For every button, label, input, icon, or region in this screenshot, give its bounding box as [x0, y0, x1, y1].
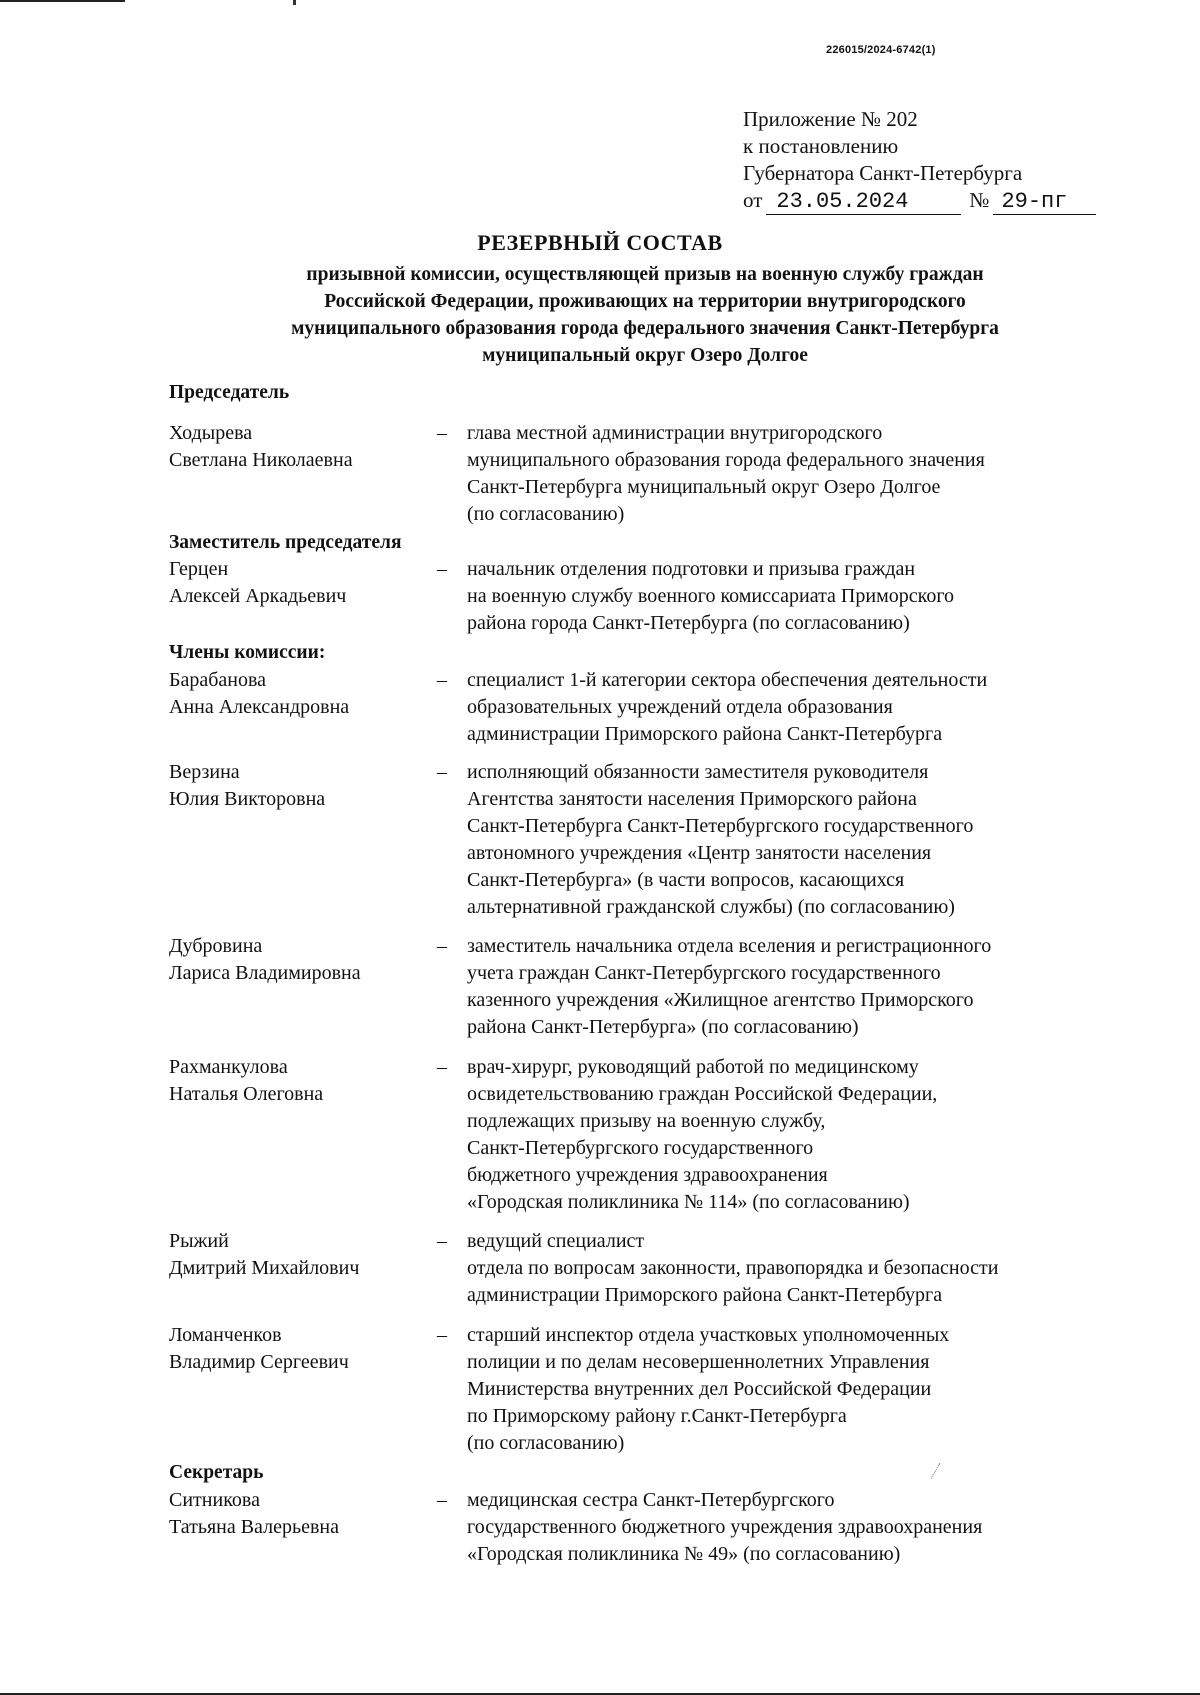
person-position [467, 420, 1117, 528]
scan-artifact-mark [931, 1463, 942, 1480]
person-given-names: Наталья Олеговна [169, 1083, 324, 1105]
person-surname: Ломанченков [169, 1324, 282, 1346]
person-name [169, 1487, 339, 1541]
person-name [169, 667, 349, 721]
person-position [467, 1487, 1117, 1568]
person-position [467, 1054, 1117, 1216]
position-line: подлежащих призыву на военную службу, [467, 1110, 826, 1132]
subtitle-line: муниципального образования города федерального значения Санкт-Петербурга [291, 318, 999, 339]
dash-separator: – [437, 558, 447, 580]
person-given-names: Алексей Аркадьевич [169, 585, 347, 607]
dash-separator: – [437, 1324, 447, 1346]
subtitle-line: Российской Федерации, проживающих на территории внутригородского [324, 291, 966, 312]
document-subtitle [180, 261, 1110, 369]
position-line: государственного бюджетного учреждения здравоохранения [467, 1516, 983, 1538]
person-surname: Дубровина [169, 935, 263, 957]
appendix-line-3: Губернатора Санкт-Петербурга [743, 161, 1023, 185]
position-line: автономного учреждения «Центр занятости населения [467, 842, 932, 864]
position-line: глава местной администрации внутригородского [467, 422, 883, 444]
subtitle-line: муниципальный округ Озеро Долгое [482, 345, 808, 366]
person-position [467, 667, 1117, 748]
position-line: (по согласованию) [467, 1432, 625, 1454]
person-name [169, 1322, 349, 1376]
person-name [169, 933, 361, 987]
position-line: бюджетного учреждения здравоохранения [467, 1164, 828, 1186]
position-line: отдела по вопросам законности, правопорядка и безопасности [467, 1257, 999, 1279]
dash-separator: – [437, 669, 447, 691]
section-heading-deputy: Заместитель председателя [169, 532, 402, 553]
position-line: администрации Приморского района Санкт-Петербурга [467, 1284, 943, 1306]
position-line: района Санкт-Петербурга» (по согласованию) [467, 1016, 859, 1038]
person-position [467, 933, 1117, 1041]
person-given-names: Анна Александровна [169, 696, 350, 718]
position-line: учета граждан Санкт-Петербургского государственного [467, 962, 941, 984]
number-sign: № [969, 188, 990, 212]
person-surname: Ходырева [169, 422, 253, 444]
person-given-names: Лариса Владимировна [169, 962, 361, 984]
person-given-names: Юлия Викторовна [169, 788, 326, 810]
position-line: альтернативной гражданской службы) (по согласованию) [467, 896, 955, 918]
position-line: Санкт-Петербурга муниципальный округ Озеро Долгое [467, 476, 941, 498]
position-line: ведущий специалист [467, 1230, 645, 1252]
document-title: РЕЗЕРВНЫЙ СОСТАВ [477, 230, 723, 255]
position-line: по Приморскому району г.Санкт-Петербурга [467, 1405, 847, 1427]
appendix-dateline [743, 187, 1096, 215]
position-line: Санкт-Петербурга Санкт-Петербургского государственного [467, 815, 974, 837]
dash-separator: – [437, 422, 447, 444]
appendix-line-2: к постановлению [743, 134, 899, 158]
dash-separator: – [437, 1489, 447, 1511]
person-position [467, 1228, 1117, 1309]
person-surname: Герцен [169, 558, 229, 580]
position-line: (по согласованию) [467, 503, 625, 525]
scan-edge-tick [293, 0, 296, 5]
person-surname: Верзина [169, 761, 240, 783]
scan-edge-line [0, 0, 125, 2]
position-line: старший инспектор отдела участковых уполномоченных [467, 1324, 950, 1346]
decree-number: 29-пг [993, 190, 1096, 215]
position-line: полиции и по делам несовершеннолетних Управления [467, 1351, 930, 1373]
person-position [467, 1322, 1117, 1457]
person-name [169, 1228, 359, 1282]
position-line: образовательных учреждений отдела образования [467, 696, 893, 718]
person-surname: Барабанова [169, 669, 267, 691]
appendix-line-1: Приложение № 202 [743, 107, 918, 131]
dash-separator: – [437, 1230, 447, 1252]
decree-date: 23.05.2024 [766, 190, 961, 215]
dash-separator: – [437, 1056, 447, 1078]
position-line: заместитель начальника отдела вселения и регистрационного [467, 935, 992, 957]
dash-separator: – [437, 761, 447, 783]
section-heading-members: Члены комиссии: [169, 642, 326, 663]
position-line: «Городская поликлиника № 114» (по согласованию) [467, 1191, 910, 1213]
position-line: Министерства внутренних дел Российской Федерации [467, 1378, 932, 1400]
person-given-names: Татьяна Валерьевна [169, 1516, 339, 1538]
appendix-header [743, 106, 1096, 215]
section-heading-chair: Председатель [169, 382, 290, 403]
position-line: района города Санкт-Петербурга (по согласованию) [467, 612, 910, 634]
position-line: администрации Приморского района Санкт-Петербурга [467, 723, 943, 745]
person-given-names: Дмитрий Михайлович [169, 1257, 360, 1279]
person-name [169, 556, 346, 610]
person-surname: Ситникова [169, 1489, 260, 1511]
dash-separator: – [437, 935, 447, 957]
position-line: «Городская поликлиника № 49» (по согласованию) [467, 1543, 901, 1565]
subtitle-line: призывной комиссии, осуществляющей призыв на военную службу граждан [306, 264, 984, 285]
date-prefix: от [743, 188, 763, 212]
position-line: начальник отделения подготовки и призыва граждан [467, 558, 916, 580]
person-position [467, 556, 1117, 637]
person-given-names: Светлана Николаевна [169, 449, 353, 471]
person-position [467, 759, 1117, 921]
person-name [169, 420, 353, 474]
document-registration-id: 226015/2024-6742(1) [826, 44, 936, 56]
position-line: Агентства занятости населения Приморского района [467, 788, 917, 810]
person-surname: Рахманкулова [169, 1056, 288, 1078]
person-given-names: Владимир Сергеевич [169, 1351, 349, 1373]
person-name [169, 1054, 323, 1108]
position-line: врач-хирург, руководящий работой по медицинскому [467, 1056, 919, 1078]
position-line: освидетельствованию граждан Российской Федерации, [467, 1083, 938, 1105]
position-line: исполняющий обязанности заместителя руководителя [467, 761, 929, 783]
person-surname: Рыжий [169, 1230, 229, 1252]
position-line: Санкт-Петербургского государственного [467, 1137, 814, 1159]
person-name [169, 759, 325, 813]
section-heading-secretary: Секретарь [169, 1462, 264, 1483]
position-line: специалист 1-й категории сектора обеспечения деятельности [467, 669, 988, 691]
position-line: Санкт-Петербурга» (в части вопросов, касающихся [467, 869, 905, 891]
position-line: казенного учреждения «Жилищное агентство Приморского [467, 989, 974, 1011]
position-line: муниципального образования города федерального значения [467, 449, 985, 471]
position-line: на военную службу военного комиссариата Приморского [467, 585, 955, 607]
position-line: медицинская сестра Санкт-Петербургского [467, 1489, 835, 1511]
